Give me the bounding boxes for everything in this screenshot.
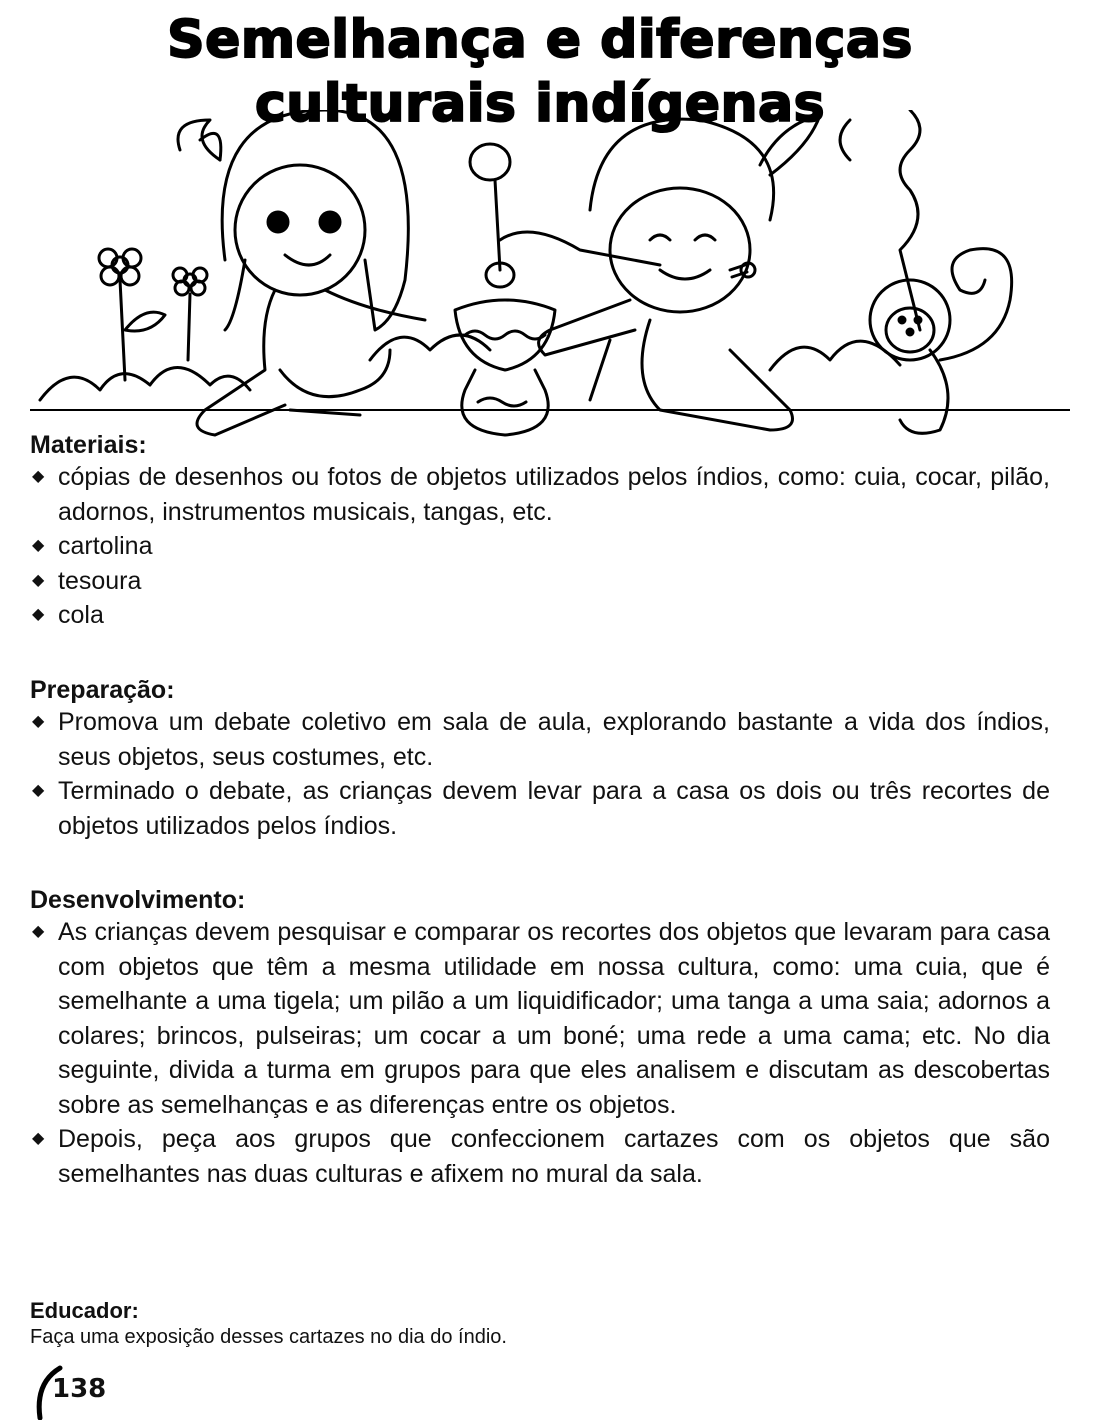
pot-icon (455, 144, 555, 435)
title-line-1: Semelhança e diferenças (167, 10, 913, 70)
children-illustration (30, 110, 1070, 450)
diamond-bullet-icon: ◆ (32, 537, 45, 554)
list-item: ◆ Promova um debate coletivo em sala de aula, explorando bastante a vida dos índios, seus objetos, seus costumes, etc. (30, 705, 1050, 774)
list-item: ◆ cola (30, 598, 1050, 633)
section-educador (30, 1298, 1050, 1350)
list-item: ◆ tesoura (30, 564, 1050, 599)
section-materiais (30, 430, 1050, 633)
diamond-bullet-icon: ◆ (32, 923, 45, 940)
materiais-list (30, 460, 1050, 633)
list-item: ◆ cópias de desenhos ou fotos de objetos utilizados pelos índios, como: cuia, cocar, pilão, adornos, instrumentos musicais, tangas, etc. (30, 460, 1050, 529)
diamond-bullet-icon: ◆ (32, 1130, 45, 1147)
desenvolvimento-heading: Desenvolvimento: (30, 886, 246, 914)
list-item: ◆ As crianças devem pesquisar e comparar os recortes dos objetos que levaram para casa com objetos que têm a mesma utilidade em nossa cultura, como: uma cuia, que é semelhante a uma tigela; um pilão a um liquidificador; uma tanga a uma saia; adornos a colares; brincos, pulseiras; um cocar a um boné; uma rede a uma cama; etc. No dia seguinte, divida a turma em grupos para que eles analisem e discutam as descobertas sobre as semelhanças e as diferenças entre os objetos. (30, 915, 1050, 1122)
preparacao-heading: Preparação: (30, 676, 175, 704)
materiais-heading: Materiais: (30, 431, 147, 459)
girl-figure (178, 110, 425, 435)
list-item: ◆ Depois, peça aos grupos que confeccionem cartazes com os objetos que são semelhantes nas duas culturas e afixem no mural da sala. (30, 1122, 1050, 1191)
list-item: ◆ Terminado o debate, as crianças devem levar para a casa os dois ou três recortes de objetos utilizados pelos índios. (30, 774, 1050, 843)
monkey-icon (870, 249, 1012, 434)
section-preparacao (30, 675, 1050, 843)
desenvolvimento-list (30, 915, 1050, 1191)
page-number-text: 138 (52, 1374, 107, 1404)
flower-icon (99, 249, 165, 380)
diamond-bullet-icon: ◆ (32, 606, 45, 623)
diamond-bullet-icon: ◆ (32, 571, 45, 589)
section-desenvolvimento (30, 885, 1050, 1191)
educador-heading: Educador: (30, 1298, 139, 1323)
diamond-bullet-icon: ◆ (32, 713, 45, 730)
boy-figure (500, 115, 820, 430)
page-number (30, 1360, 120, 1420)
title-line-2: culturais indígenas (254, 74, 826, 134)
diamond-bullet-icon: ◆ (32, 782, 45, 799)
educador-text: Faça uma exposição desses cartazes no dia do índio. (30, 1326, 507, 1348)
preparacao-list (30, 705, 1050, 843)
diamond-bullet-icon: ◆ (32, 468, 45, 485)
list-item: ◆ cartolina (30, 529, 1050, 564)
